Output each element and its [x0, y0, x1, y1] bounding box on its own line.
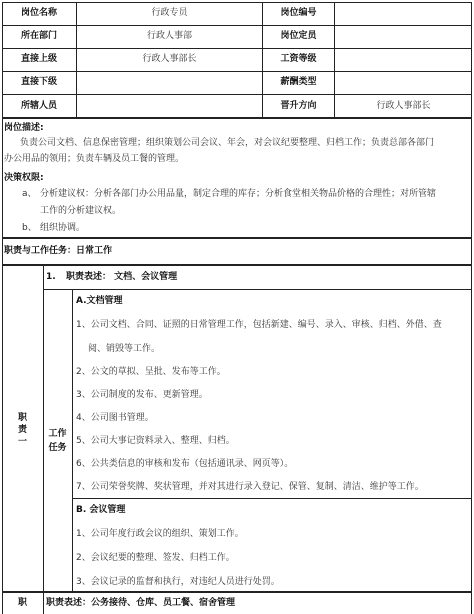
- section-b-item-3: 3、会议记录的监督和执行，对违纪人员进行处罚。: [76, 577, 280, 587]
- section-a-item-7: 7、公司荣誉奖牌、奖状管理，并对其进行录入登记、保管、复制、清洁、维护等工作。: [76, 482, 424, 492]
- label-headcount: 岗位定员: [280, 31, 317, 41]
- description-line-2: 办公用品的领用；负责车辆及员工餐的管理。: [4, 154, 185, 164]
- label-pay-type: 薪酬类型: [280, 77, 317, 87]
- value-department: 行政人事部: [146, 31, 192, 41]
- section-a-item-1-line-1: 1、公司文档、合同、证照的日常管理工作，包括新建、编号、录入、审核、归档、外借、查: [76, 320, 442, 330]
- label-position-name: 岗位名称: [20, 8, 57, 18]
- label-direct-subordinate: 直接下级: [20, 77, 57, 87]
- authority-item-a-line-1: 分析建议权：分析各部门办公用品量，制定合理的库存；分析食堂相关物品价格的合理性；对所管辖: [40, 189, 437, 199]
- section-b-item-2: 2、会议纪要的整理、签发、归档工作。: [76, 553, 235, 563]
- section-a-item-2: 2、公文的草拟、呈批、发布等工作。: [76, 367, 226, 377]
- authority-item-b-marker: b、: [22, 223, 37, 233]
- duty1-side-label-2: 责: [17, 425, 27, 435]
- work-task-label-2: 任务: [48, 443, 67, 453]
- duty2-summary: 职责表述：公务接待、仓库、员工餐、宿舍管理: [46, 598, 236, 608]
- section-a-item-6: 6、公共类信息的审核和发布（包括通讯录、网页等）。: [76, 459, 294, 469]
- authority-item-a-line-2: 工作的分析建议权。: [40, 206, 122, 216]
- duty1-side-label-1: 职: [17, 413, 27, 423]
- work-task-label-1: 工作: [48, 429, 67, 439]
- label-position-number: 岗位编号: [280, 8, 317, 18]
- label-salary-grade: 工资等级: [280, 54, 317, 64]
- label-direct-superior: 直接上级: [20, 54, 57, 64]
- duties-heading: 职责与工作任务：日常工作: [4, 246, 113, 256]
- description-line-1: 负责公司文档、信息保密管理；组织策划公司会议、年会，对会议纪要整理、归档工作；负责总部各部门: [20, 138, 435, 148]
- duty1-summary: 职责表述： 文档、会议管理: [66, 272, 178, 282]
- value-position-name: 行政专员: [151, 8, 188, 18]
- value-promotion: 行政人事部长: [376, 101, 431, 111]
- section-b-title: B. 会议管理: [76, 505, 126, 515]
- section-a-title: A.文档管理: [76, 296, 123, 306]
- label-staff: 所辖人员: [20, 101, 57, 111]
- value-direct-superior: 行政人事部长: [142, 54, 197, 64]
- section-a-item-1-line-2: 阅、销毁等工作。: [88, 344, 161, 354]
- duty2-side-label: 职: [17, 598, 27, 608]
- description-heading: 岗位描述:: [4, 123, 44, 133]
- authority-item-b-line-1: 组织协调。: [40, 223, 86, 233]
- label-promotion: 晋升方向: [280, 101, 317, 111]
- section-a-item-4: 4、公司图书管理。: [76, 413, 154, 423]
- duty1-side-label-3: 一: [17, 437, 27, 447]
- label-department: 所在部门: [20, 31, 57, 41]
- section-a-item-3: 3、公司制度的发布、更新管理。: [76, 390, 208, 400]
- authority-item-a-marker: a、: [22, 189, 37, 199]
- duty1-number: 1.: [46, 272, 56, 282]
- description-box: [2, 118, 472, 238]
- section-b-item-1: 1、公司年度行政会议的组织、策划工作。: [76, 529, 244, 539]
- section-a-item-5: 5、公司大事记资料录入、整理、归档。: [76, 436, 235, 446]
- authority-heading: 决策权限:: [4, 173, 44, 183]
